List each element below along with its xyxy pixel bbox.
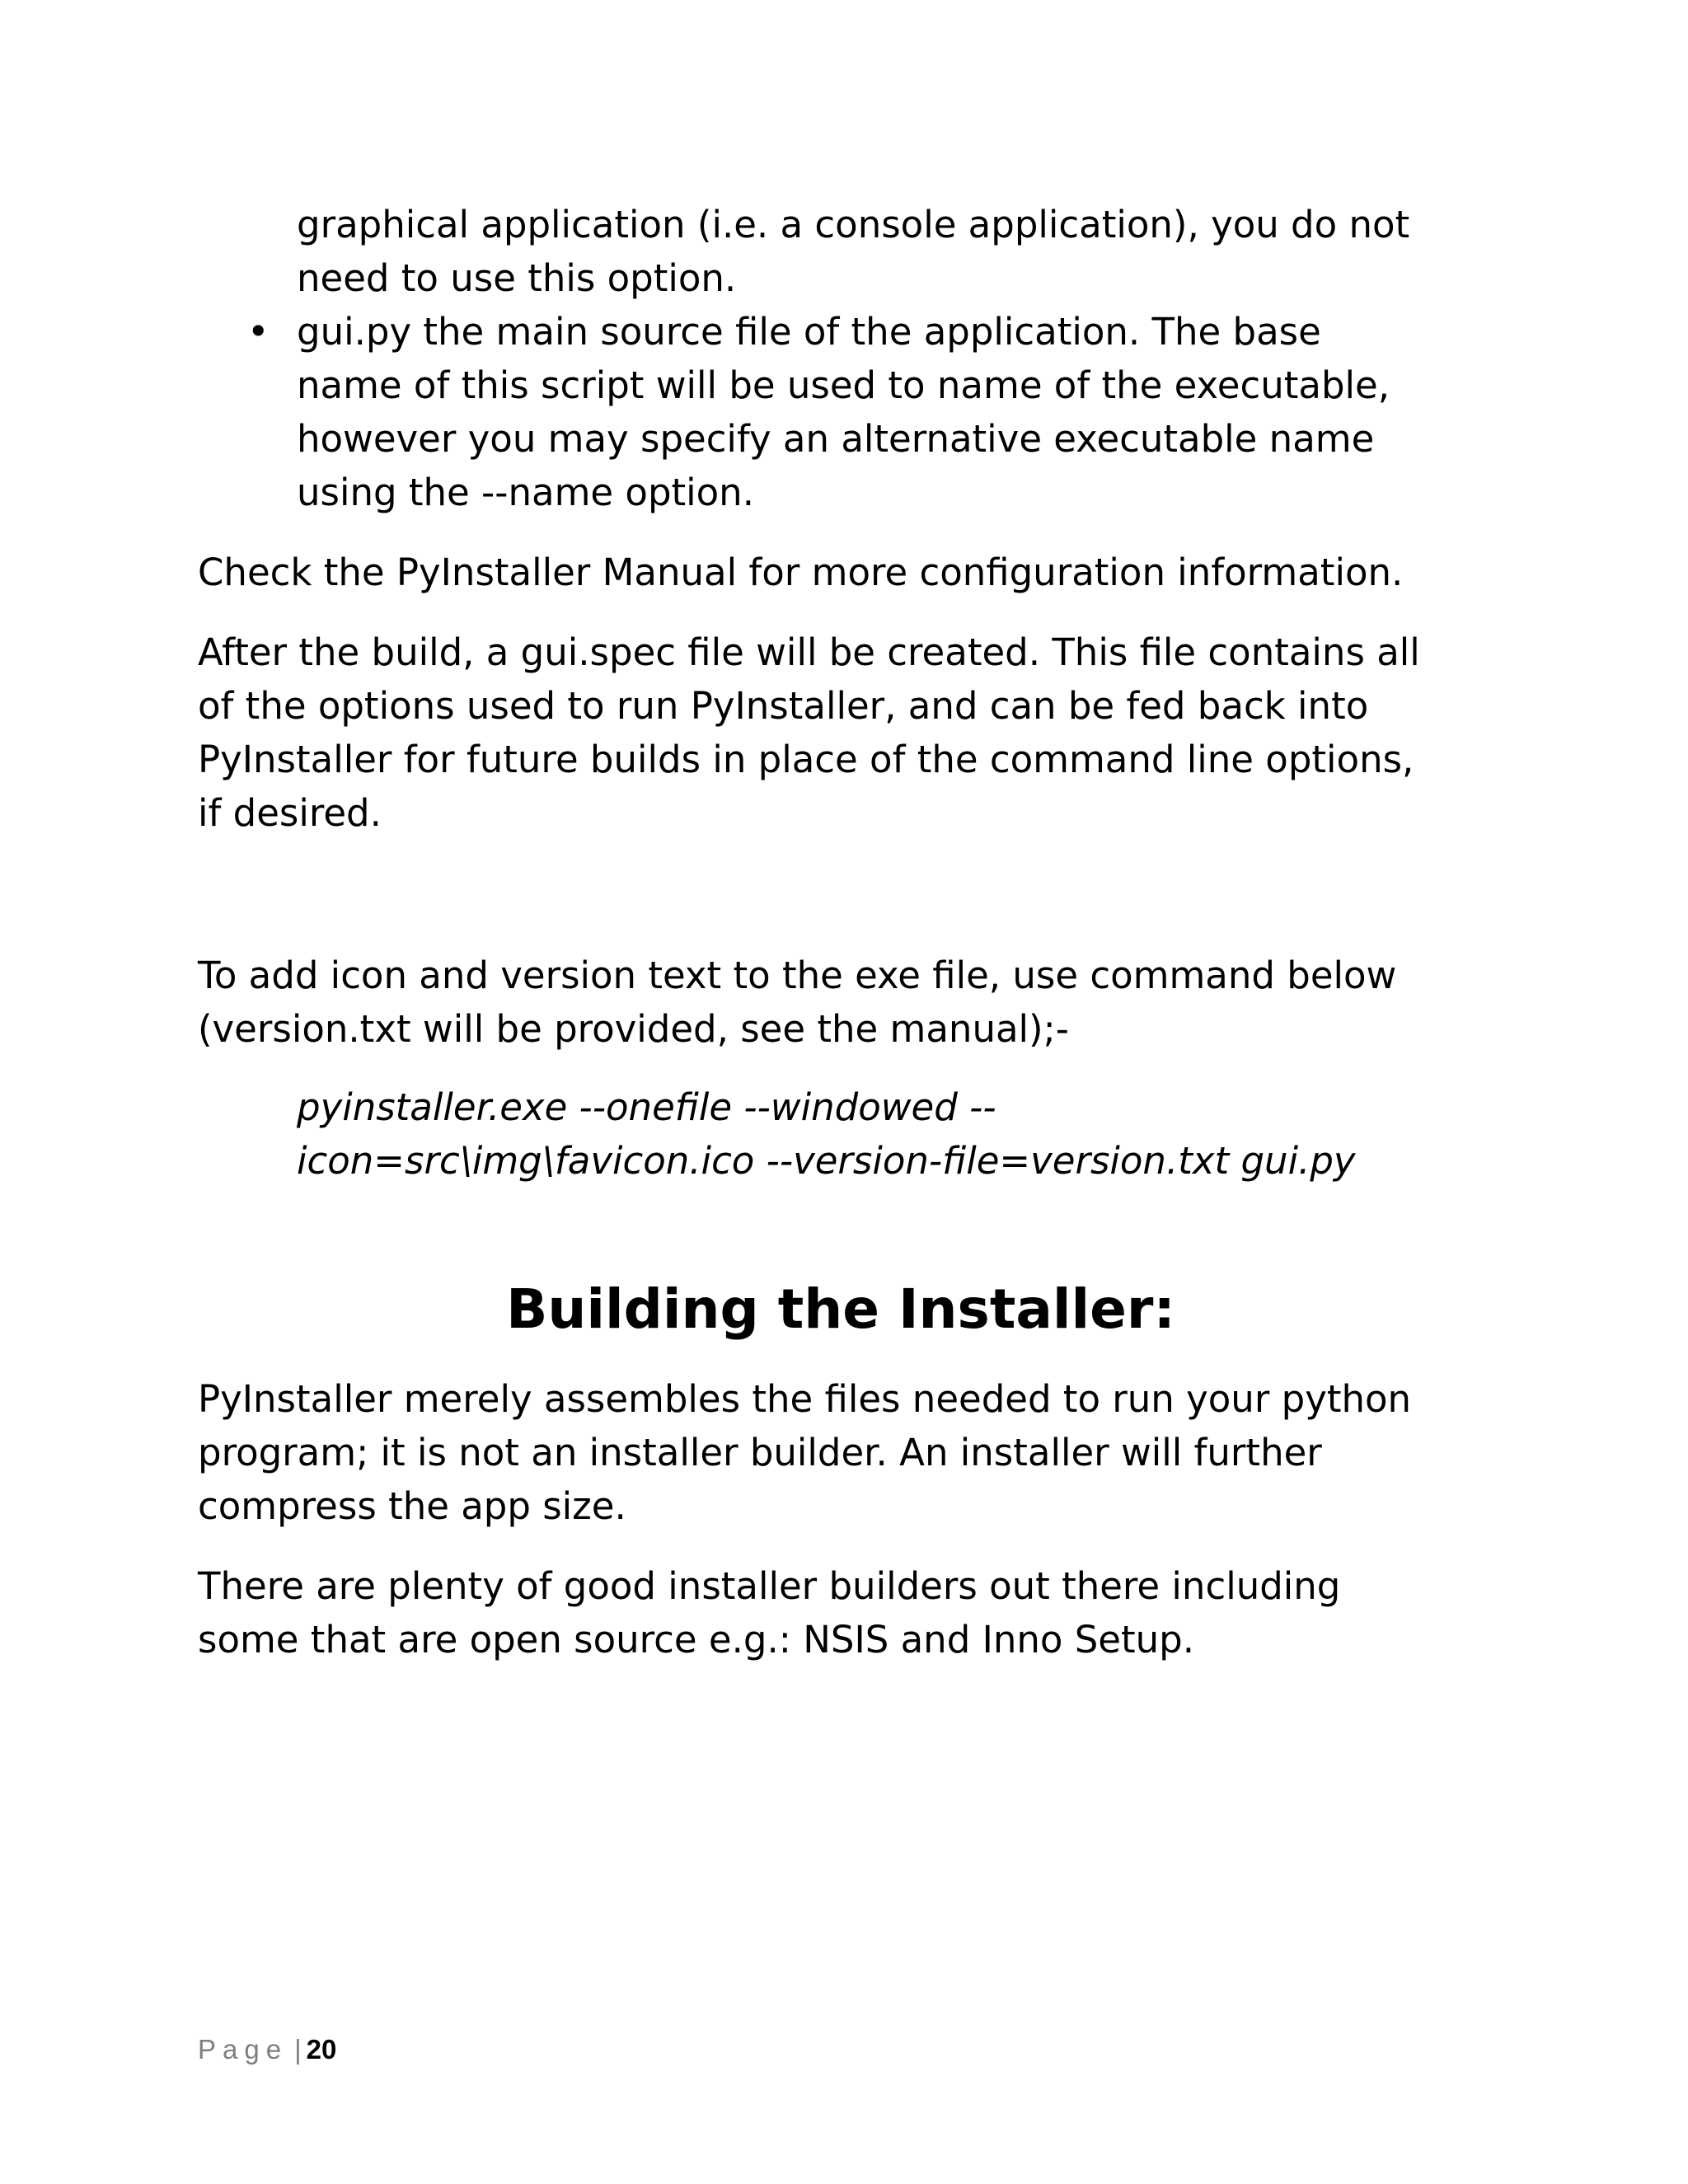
bullet-line-4: using the --name option. bbox=[297, 471, 755, 514]
after-build-line-1: After the build, a gui.spec file will be created. This file contains all bbox=[198, 630, 1420, 674]
bullet-line-1: gui.py the main source file of the application. The base bbox=[297, 310, 1321, 354]
paragraph-pyinstaller-merely bbox=[198, 1372, 1484, 1533]
paragraph-check-manual: Check the PyInstaller Manual for more configuration information. bbox=[198, 551, 1404, 594]
footer-page-label: Page bbox=[198, 2034, 288, 2064]
continuation-line-1: graphical application (i.e. a console application), you do not bbox=[297, 203, 1410, 246]
section-heading: Building the Installer: bbox=[506, 1277, 1175, 1341]
footer-separator: | bbox=[294, 2034, 302, 2064]
add-icon-line-2: (version.txt will be provided, see the manual);- bbox=[198, 1007, 1069, 1051]
page-footer bbox=[198, 2033, 336, 2066]
section-para1-line-1: PyInstaller merely assembles the files needed to run your python bbox=[198, 1377, 1412, 1421]
pyinstaller-command bbox=[297, 1080, 1484, 1188]
bullet-line-2: name of this script will be used to name of the executable, bbox=[297, 363, 1390, 407]
section-para1-line-2: program; it is not an installer builder. An installer will further bbox=[198, 1431, 1322, 1474]
bullet-item-gui-py bbox=[247, 305, 1484, 519]
command-line-1: pyinstaller.exe --onefile --windowed -- bbox=[297, 1085, 996, 1129]
paragraph-installer-builders bbox=[198, 1559, 1484, 1666]
continuation-text bbox=[297, 198, 1484, 305]
after-build-line-2: of the options used to run PyInstaller, and can be fed back into bbox=[198, 684, 1369, 728]
section-para1-line-3: compress the app size. bbox=[198, 1484, 626, 1528]
after-build-line-4: if desired. bbox=[198, 791, 382, 835]
paragraph-add-icon bbox=[198, 949, 1484, 1056]
command-line-2: icon=src\img\favicon.ico --version-file=version.txt gui.py bbox=[297, 1139, 1356, 1183]
paragraph-after-build bbox=[198, 626, 1484, 840]
continuation-line-2: need to use this option. bbox=[297, 256, 737, 300]
bullet-dot-icon: • bbox=[247, 310, 270, 354]
footer-page-number: 20 bbox=[306, 2034, 337, 2064]
bullet-line-3: however you may specify an alternative executable name bbox=[297, 417, 1375, 461]
section-para2-line-1: There are plenty of good installer builders out there including bbox=[198, 1564, 1341, 1608]
after-build-line-3: PyInstaller for future builds in place of the command line options, bbox=[198, 738, 1414, 781]
section-para2-line-2: some that are open source e.g.: NSIS and Inno Setup. bbox=[198, 1618, 1195, 1661]
page-content bbox=[198, 198, 1484, 1666]
add-icon-line-1: To add icon and version text to the exe file, use command below bbox=[198, 954, 1397, 997]
